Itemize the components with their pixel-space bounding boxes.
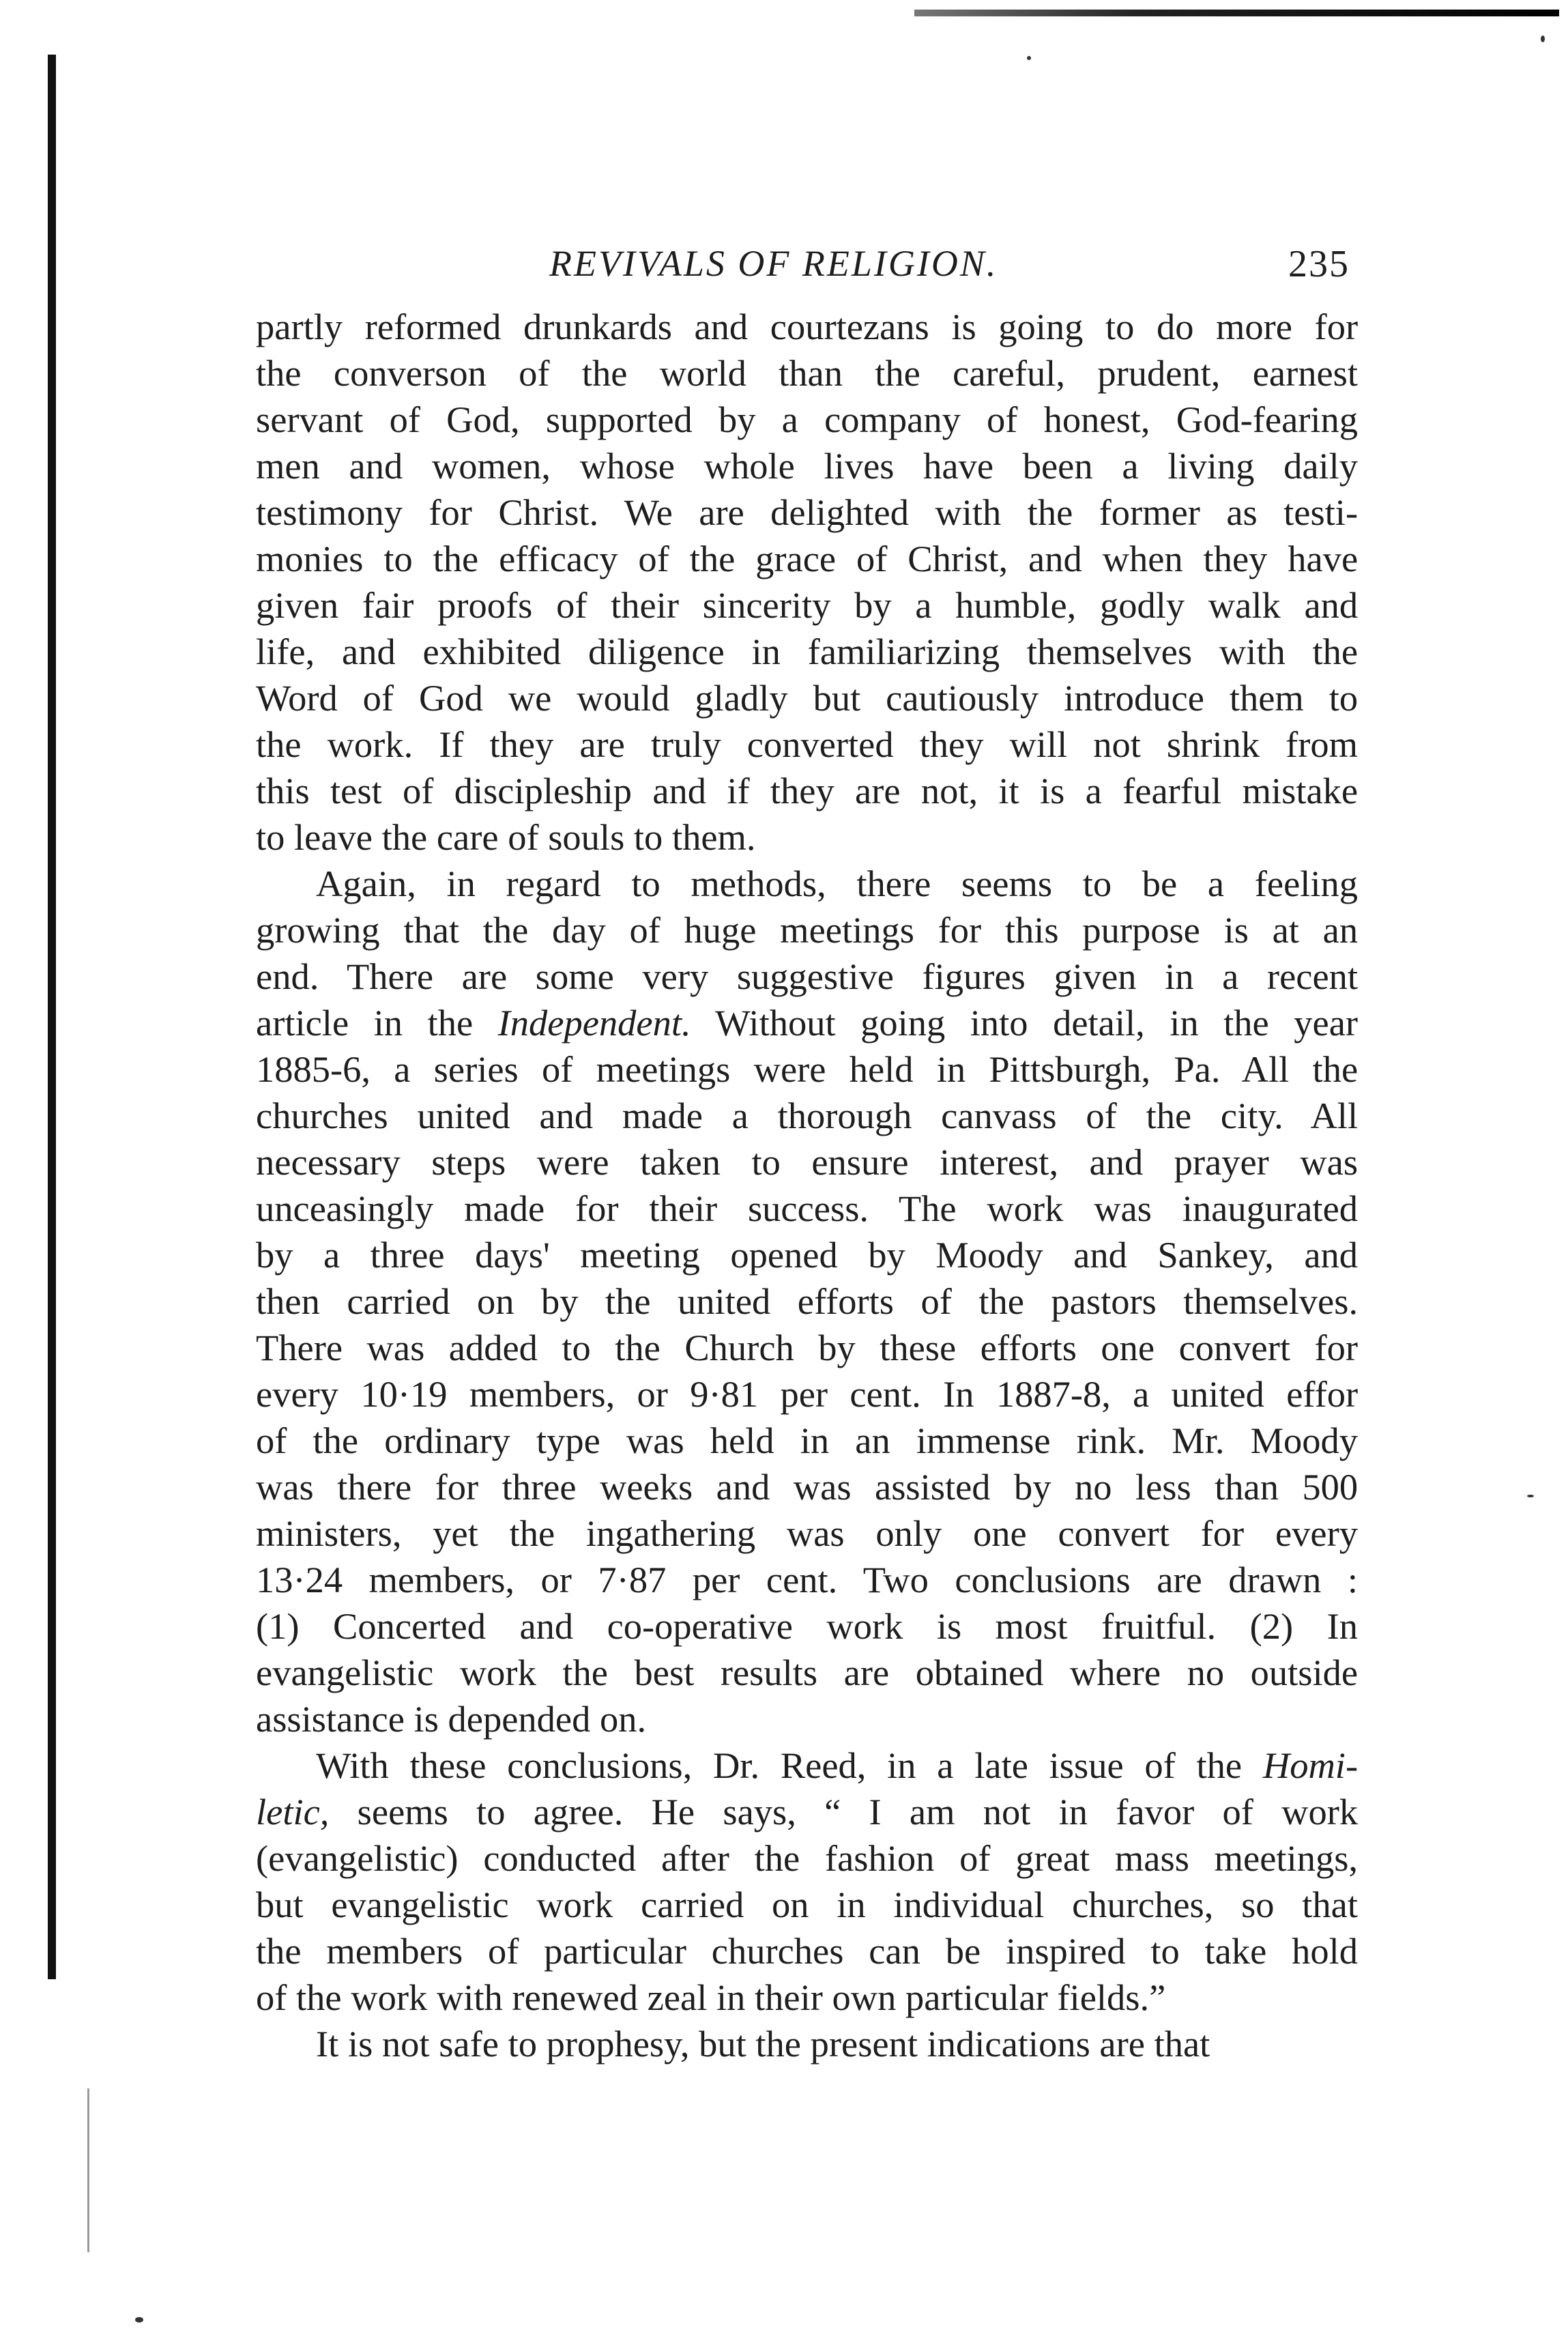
text-line: servant of God, supported by a company of honest, God-fearing [256,399,1359,440]
text-line: then carried on by the united efforts of the pastors themselves. [256,1280,1359,1322]
text-line: There was added to the Church by these efforts one convert for [256,1327,1359,1368]
text-line: monies to the efficacy of the grace of Christ, and when they have [256,538,1359,579]
text-line: unceasingly made for their success. The work was inaugurated [256,1188,1359,1229]
text-line: this test of discipleship and if they are not, it is a fearful mistake [256,770,1359,811]
text-line: testimony for Christ. We are delighted with the former as testi- [256,491,1359,533]
text-line: 1885-6, a series of meetings were held in Pittsburgh, Pa. All the [256,1048,1359,1090]
text-line: It is not safe to prophesy, but the present indications are that [316,2023,1210,2065]
text-line: the converson of the world than the careful, prudent, earnest [256,352,1359,394]
text-line: was there for three weeks and was assisted by no less than 500 [256,1466,1359,1508]
text-line: but evangelistic work carried on in individual churches, so that [256,1884,1358,1925]
text-line: the members of particular churches can be inspired to take hold [256,1930,1359,1972]
text-line: necessary steps were taken to ensure interest, and prayer was [256,1141,1359,1183]
scan-top-rule [914,10,1559,16]
text-line: men and women, whose whole lives have been a living daily [256,445,1359,487]
scan-edge-mark [87,2088,89,2252]
text-line: assistance is depended on. [256,1698,647,1740]
text-line: given fair proofs of their sincerity by a humble, godly walk and [256,584,1359,626]
text-line: of the work with renewed zeal in their own particular fields.” [256,1977,1166,2018]
page-number: 235 [1288,243,1350,285]
text-line: Word of God we would gladly but cautiously introduce them to [256,677,1359,719]
text-line: every 10·19 members, or 9·81 per cent. In 1887-8, a united effor [256,1373,1359,1415]
paragraph [256,861,1358,1742]
text-line: by a three days' meeting opened by Moody and Sankey, and [256,1234,1359,1276]
text-line: life, and exhibited diligence in familiarizing themselves with the [256,631,1359,672]
text-line: article in the Independent. Without going into detail, in the year [256,1002,1359,1044]
text-line: (1) Concerted and co-operative work is most fruitful. (2) In [256,1605,1358,1647]
text-line: of the ordinary type was held in an immense rink. Mr. Moody [256,1420,1359,1461]
scan-speck [1027,56,1031,60]
scan-speck [1527,1495,1534,1497]
text-line: to leave the care of souls to them. [256,816,756,858]
paragraph [256,304,1358,861]
scan-binding-shadow [48,55,56,1979]
book-page [256,229,1358,2067]
text-line: evangelistic work the best results are obtained where no outside [256,1652,1359,1693]
text-line: end. There are some very suggestive figures given in a recent [256,955,1359,997]
paragraph [256,2021,1358,2067]
text-line: (evangelistic) conducted after the fashion of great mass meetings, [256,1837,1359,1879]
text-line: Again, in regard to methods, there seems to be a feeling [316,863,1359,904]
text-line: letic, seems to agree. He says, “ I am not in favor of work [256,1791,1359,1832]
text-line: growing that the day of huge meetings for this purpose is at an [256,909,1359,951]
text-line: the work. If they are truly converted they will not shrink from [256,723,1359,765]
text-line: 13·24 members, or 7·87 per cent. Two conclusions are drawn : [256,1559,1359,1600]
paragraph [256,1742,1358,2021]
scan-speck [135,2317,143,2323]
text-line: churches united and made a thorough canvass of the city. All [256,1095,1359,1136]
scan-speck [1541,35,1545,42]
body-text [256,304,1358,2067]
text-line: With these conclusions, Dr. Reed, in a late issue of the Homi- [316,1744,1359,1786]
text-line: partly reformed drunkards and courtezans is going to do more for [256,306,1359,347]
running-title: REVIVALS OF RELIGION. [549,243,998,284]
running-head [256,229,1358,304]
text-line: ministers, yet the ingathering was only one convert for every [256,1512,1358,1554]
